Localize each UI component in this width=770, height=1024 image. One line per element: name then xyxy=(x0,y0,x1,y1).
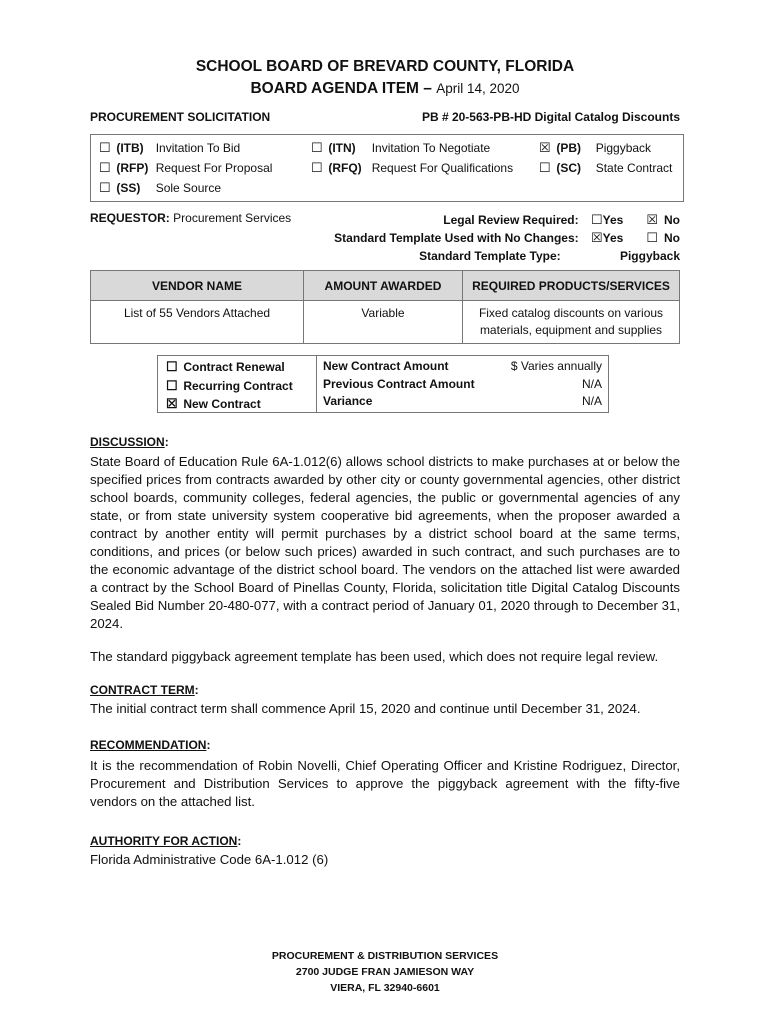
recommendation-text: It is the recommendation of Robin Novelli, Chief Operating Officer and Kristine Rodriguez, Director, Procurement and Distribution Services to approve the piggyback agreement with the fifty-five vendors on the attached list. xyxy=(90,758,680,809)
standard-template-row: Standard Template Used with No Changes: ☒Yes ☐ No xyxy=(334,230,680,245)
new-contract-option: ☒ New Contract xyxy=(166,395,308,414)
column-header: REQUIRED PRODUCTS/SERVICES xyxy=(463,271,680,301)
previous-contract-amount-row: Previous Contract Amount N/A xyxy=(323,376,602,391)
option-sc: ☐ (SC) State Contract xyxy=(539,158,672,178)
authority-text: Florida Administrative Code 6A-1.012 (6) xyxy=(90,852,329,867)
footer-address xyxy=(0,948,770,996)
template-type-row: Standard Template Type: Piggyback xyxy=(419,249,680,263)
checkbox-icon: ☐ xyxy=(311,160,323,175)
contract-term-text: The initial contract term shall commence April 15, 2020 and continue until December 31, 2024. xyxy=(90,701,641,716)
checkbox-icon: ☐ xyxy=(591,212,603,227)
checkbox-icon: ☐ xyxy=(311,140,323,155)
checkbox-icon: ☐ xyxy=(99,180,111,195)
variance-row: Variance N/A xyxy=(323,394,602,408)
pb-number: PB # 20-563-PB-HD Digital Catalog Discounts xyxy=(421,110,680,124)
discussion-heading: DISCUSSION: xyxy=(90,435,169,449)
amount-awarded-cell: Variable xyxy=(304,301,463,344)
footer-city: VIERA, FL 32940-6601 xyxy=(330,982,440,994)
legal-review-row: Legal Review Required: ☐Yes ☒ No xyxy=(443,212,680,227)
checkbox-icon: ☐ xyxy=(166,359,178,374)
agenda-date: April 14, 2020 xyxy=(436,81,520,96)
requestor: REQUESTOR: Procurement Services xyxy=(90,211,292,225)
contract-amounts-box xyxy=(316,355,609,413)
vendor-table xyxy=(90,270,680,344)
footer-street: 2700 JUDGE FRAN JAMIESON WAY xyxy=(295,966,475,978)
agenda-item-label: BOARD AGENDA ITEM – xyxy=(250,80,432,97)
option-rfq: ☐ (RFQ) Request For Qualifications xyxy=(311,158,513,178)
option-itn: ☐ (ITN) Invitation To Negotiate xyxy=(311,138,513,158)
checkbox-checked-icon: ☒ xyxy=(539,140,551,155)
column-header: VENDOR NAME xyxy=(91,271,304,301)
recommendation-heading: RECOMMENDATION: xyxy=(90,738,211,752)
vendor-name-cell: List of 55 Vendors Attached xyxy=(91,301,304,344)
board-title: SCHOOL BOARD OF BREVARD COUNTY, FLORIDA xyxy=(195,58,575,75)
checkbox-checked-icon: ☒ xyxy=(166,396,178,411)
table-row xyxy=(91,301,680,344)
checkbox-checked-icon: ☒ xyxy=(591,230,603,245)
checkbox-checked-icon: ☒ xyxy=(646,212,658,227)
procurement-solicitation-label: PROCUREMENT SOLICITATION xyxy=(90,110,271,124)
checkbox-icon: ☐ xyxy=(539,160,551,175)
option-rfp: ☐ (RFP) Request For Proposal xyxy=(99,158,272,178)
checkbox-icon: ☐ xyxy=(99,140,111,155)
footer-department: PROCUREMENT & DISTRIBUTION SERVICES xyxy=(271,950,499,962)
recurring-contract-option: ☐ Recurring Contract xyxy=(166,377,308,396)
agenda-item-line xyxy=(0,80,770,98)
solicitation-type-box xyxy=(90,134,684,202)
checkbox-icon: ☐ xyxy=(99,160,111,175)
contract-renewal-option: ☐ Contract Renewal xyxy=(166,358,308,377)
discussion-paragraph-2: The standard piggyback agreement template has been used, which does not require legal review. xyxy=(90,649,659,664)
option-ss: ☐ (SS) Sole Source xyxy=(99,178,272,198)
authority-heading: AUTHORITY FOR ACTION: xyxy=(90,834,242,848)
contract-term-heading: CONTRACT TERM: xyxy=(90,683,199,697)
new-contract-amount-row: New Contract Amount $ Varies annually xyxy=(323,359,602,373)
review-block xyxy=(334,211,680,265)
option-itb: ☐ (ITB) Invitation To Bid xyxy=(99,138,272,158)
option-pb: ☒ (PB) Piggyback xyxy=(539,138,672,158)
contract-type-box xyxy=(157,355,317,413)
checkbox-icon: ☐ xyxy=(166,377,178,393)
products-services-cell: Fixed catalog discounts on various materials, equipment and supplies xyxy=(463,301,680,344)
discussion-paragraph: State Board of Education Rule 6A-1.012(6) allows school districts to make purchases at or below the specified prices from contracts awarded by other city or county governmental agencies, other district school boards, community colleges, federal agencies, the public or governmental agencies of any state, or from state university system cooperative bid agreements, when the proposer awarded a contract by another entity will permit purchases by a district school board at the same terms, conditions, and prices (or below such prices) awarded in such contract, and such purchases are to the economic advantage of the district school board. The vendors on the attached list were awarded a contract by the School Board of Pinellas County, Florida, solicitation title Digital Catalog Discounts Sealed Bid Number 20-480-077, with a contract period of January 01, 2020 through to December 31, 2024. xyxy=(90,454,680,631)
checkbox-icon: ☐ xyxy=(646,230,658,245)
table-header-row xyxy=(91,271,680,301)
column-header: AMOUNT AWARDED xyxy=(304,271,463,301)
